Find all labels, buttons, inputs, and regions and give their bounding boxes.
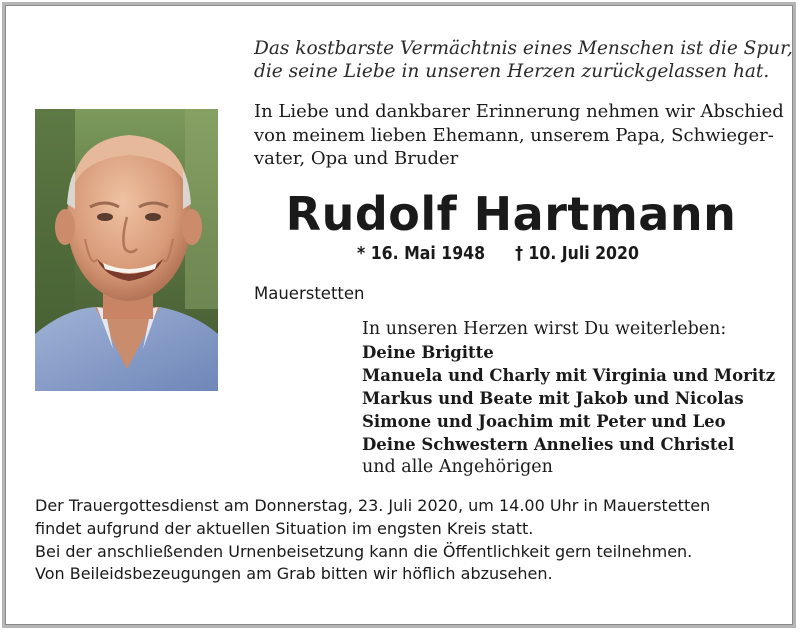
mourner-name: Simone und Joachim mit Peter und Leo (362, 412, 726, 431)
service-line: findet aufgrund der aktuellen Situation im engsten Kreis statt. (35, 518, 534, 538)
service-line: Der Trauergottesdienst am Donnerstag, 23. Juli 2020, um 14.00 Uhr in Mauerstetten (35, 496, 711, 515)
motto-quote (254, 37, 793, 83)
death-date: † 10. Juli 2020 (515, 244, 639, 264)
deceased-name: Rudolf Hartmann (285, 187, 737, 241)
motto-line: Das kostbarste Vermächtnis eines Menschen ist die Spur, (254, 38, 793, 59)
mourners-closing: und alle Angehörigen (362, 457, 553, 477)
birth-date: * 16. Mai 1948 (357, 244, 486, 264)
life-dates (357, 242, 639, 266)
intro-line: In Liebe und dankbarer Erinnerung nehmen wir Abschied (254, 101, 784, 122)
mourner-name: Deine Schwestern Annelies und Christel (362, 435, 735, 454)
mourner-name: Manuela und Charly mit Virginia und Moritz (362, 366, 776, 385)
mourners-intro: In unseren Herzen wirst Du weiterleben: (362, 319, 727, 339)
mourner-name: Markus und Beate mit Jakob und Nicolas (362, 389, 744, 408)
intro-line: vater, Opa und Bruder (254, 148, 459, 169)
mourner-name: Deine Brigitte (362, 343, 494, 362)
mourners-list (362, 318, 775, 479)
service-line: Von Beileidsbezeugungen am Grab bitten wir höflich abzusehen. (35, 564, 553, 584)
service-line: Bei der anschließenden Urnenbeisetzung kann die Öffentlichkeit gern teilnehmen. (35, 541, 693, 561)
motto-line: die seine Liebe in unseren Herzen zurückgelassen hat. (254, 61, 770, 82)
intro-line: von meinem lieben Ehemann, unserem Papa, Schwieger- (254, 124, 774, 146)
portrait-photo (35, 109, 218, 391)
intro-text (254, 100, 784, 171)
place-of-residence: Mauerstetten (254, 284, 365, 303)
service-info (35, 495, 710, 586)
